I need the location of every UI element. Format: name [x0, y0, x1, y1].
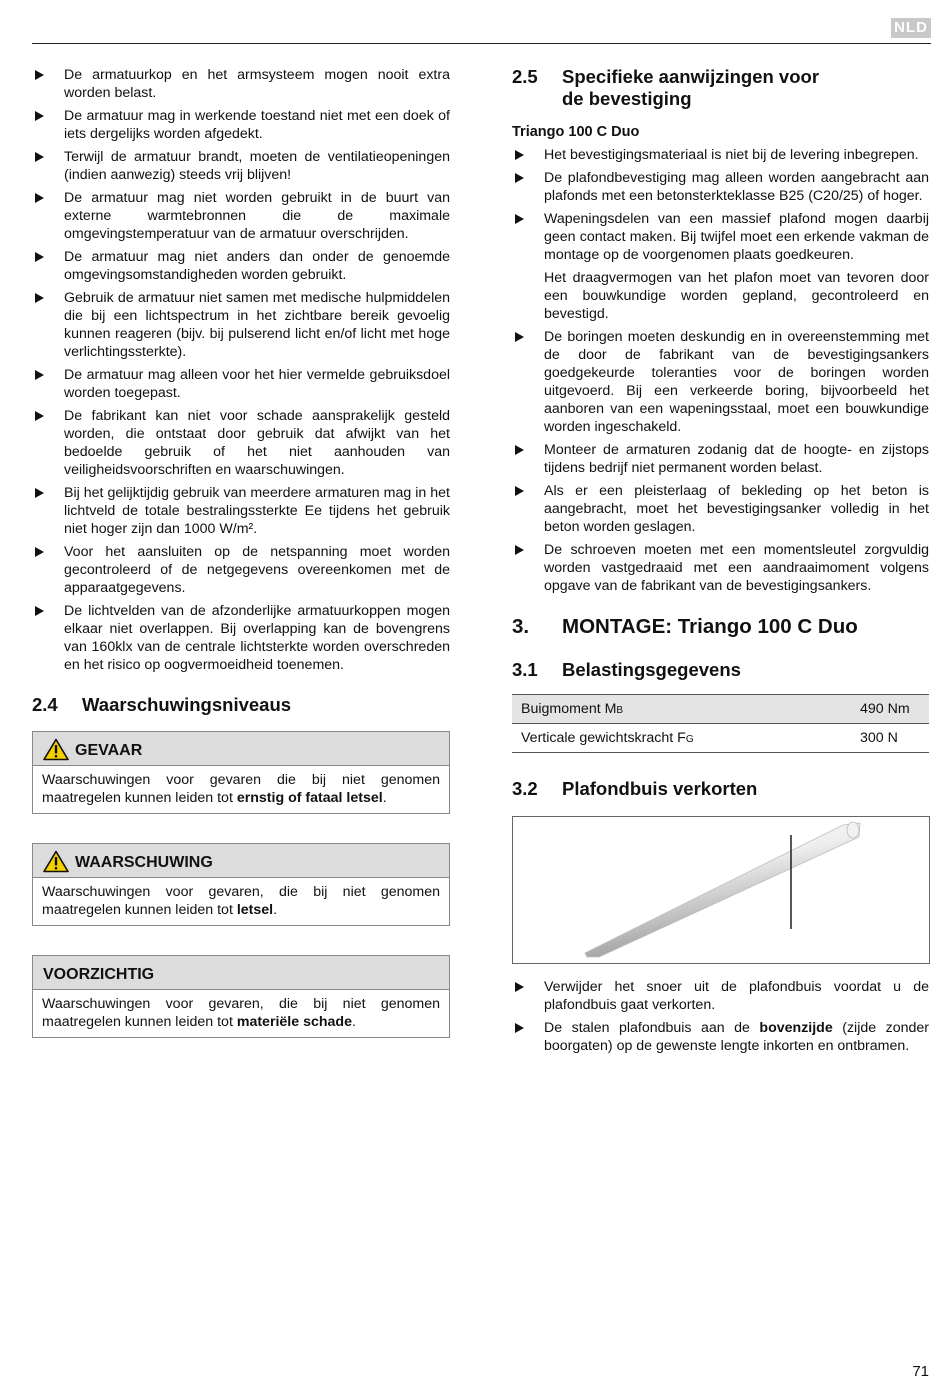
list-item: Monteer de armaturen zodanig dat de hoogte- en zijstops tijdens bedrijf niet permanent worden belast.: [512, 441, 929, 477]
list-item: Wapeningsdelen van een massief plafond mogen daarbij geen contact maken. Bij twijfel moet een erkende vakman de montage op de voorgenomen plaats goedkeuren. Het draagvermogen van het plafon moet van tevoren door een bouwkundige worden gepland, gecontroleerd en bevestigd.: [512, 210, 929, 323]
shorten-bullet-list: [512, 978, 929, 1055]
section-heading-2-4: 2.4 Waarschuwingsniveaus: [32, 694, 292, 715]
list-item: De armatuurkop en het armsysteem mogen nooit extra worden belast.: [32, 66, 450, 102]
table-cell-label: Verticale gewichtskracht FG: [512, 724, 851, 753]
caution-box-text: Waarschuwingen voor gevaren, die bij niet genomen maatregelen kunnen leiden tot materiële schade.: [42, 996, 440, 1030]
bullet-arrow-icon: [515, 1023, 524, 1033]
list-item: De boringen moeten deskundig en in overeenstemming met de door de fabrikant van de bevestigingsankers goedgekeurde toleranties voor de boringen worden uitgevoerd. Bij een verkeerde boring, bijvoorbeeld het aanboren van een wapeningsstaal, moet een bouwkundige worden ingeschakeld.: [512, 328, 929, 436]
warning-triangle-icon: [43, 738, 69, 761]
table-cell-value: 300 N: [851, 724, 929, 753]
bullet-arrow-icon: [35, 411, 44, 421]
warning-box: [32, 843, 450, 926]
danger-box-text: Waarschuwingen voor gevaren die bij niet genomen maatregelen kunnen leiden tot ernstig of fataal letsel.: [42, 772, 440, 806]
list-item-continuation: Het draagvermogen van het plafon moet van tevoren door een bouwkundige worden gepland, gecontroleerd en bevestigd.: [544, 270, 929, 322]
bullet-arrow-icon: [515, 545, 524, 555]
left-column: [32, 66, 450, 1038]
page-number: 71: [912, 1363, 929, 1380]
language-badge: NLD: [891, 18, 931, 38]
list-item: Het bevestigingsmateriaal is niet bij de levering inbegrepen.: [512, 146, 929, 164]
section-heading-3-2: 3.2 Plafondbuis verkorten: [512, 778, 758, 799]
list-item: De schroeven moeten met een momentsleutel zorgvuldig worden vastgedraaid met een aandraaimoment volgens opgave van de fabrikant van de bevestigingsankers.: [512, 541, 929, 595]
danger-box: [32, 731, 450, 814]
safety-bullet-list: [32, 66, 450, 674]
list-item: Als er een pleisterlaag of bekleding op het beton is aangebracht, moet het bevestigingsanker volledig in het beton worden geslagen.: [512, 482, 929, 536]
header-rule: [32, 43, 931, 44]
list-item: Terwijl de armatuur brandt, moeten de ventilatieopeningen (indien aanwezig) steeds vrij blijven!: [32, 148, 450, 184]
list-item: De armatuur mag alleen voor het hier vermelde gebruiksdoel worden toegepast.: [32, 366, 450, 402]
list-item: De armatuur mag niet anders dan onder de genoemde omgevingsomstandigheden worden gebruikt.: [32, 248, 450, 284]
bullet-arrow-icon: [515, 486, 524, 496]
list-item: De lichtvelden van de afzonderlijke armatuurkoppen mogen elkaar niet overlappen. Bij overlapping kan de bovengrens van 160klx van de centrale lichtsterkte worden overschreden en het risico op oogvermoeidheid toenemen.: [32, 602, 450, 674]
ceiling-tube-illustration: [513, 817, 929, 963]
caution-box-header: VOORZICHTIG: [33, 956, 449, 990]
danger-box-header: GEVAAR: [33, 732, 449, 766]
table-cell-label: Buigmoment MB: [512, 695, 851, 724]
bullet-arrow-icon: [515, 150, 524, 160]
bullet-arrow-icon: [35, 293, 44, 303]
list-item: De plafondbevestiging mag alleen worden aangebracht aan plafonds met een betonsterkteklasse B25 (C20/25) of hoger.: [512, 169, 929, 205]
bullet-arrow-icon: [515, 445, 524, 455]
bullet-arrow-icon: [515, 982, 524, 992]
bullet-arrow-icon: [35, 606, 44, 616]
bullet-arrow-icon: [35, 111, 44, 121]
list-item: De armatuur mag in werkende toestand niet met een doek of iets dergelijks worden afgedekt.: [32, 107, 450, 143]
list-item: De armatuur mag niet worden gebruikt in de buurt van externe warmtebronnen die de maximale omgevingstemperatuur van de armatuur overschrijden.: [32, 189, 450, 243]
bullet-arrow-icon: [35, 152, 44, 162]
right-column: [512, 66, 929, 1060]
table-row: [512, 695, 929, 724]
section-heading-2-5: 2.5 Specifieke aanwijzingen voor de bevestiging: [512, 66, 820, 109]
section-heading-3: 3. MONTAGE: Triango 100 C Duo: [512, 615, 858, 638]
warning-triangle-icon: [43, 850, 69, 873]
bullet-arrow-icon: [35, 193, 44, 203]
mounting-bullet-list: [512, 146, 929, 595]
caution-box: [32, 955, 450, 1038]
list-item: De fabrikant kan niet voor schade aansprakelijk gesteld worden, die ontstaat door gebruik dat afwijkt van het bedoelde gebruik of het niet aanhouden van veiligheidsvoorschriften en waarschuwingen.: [32, 407, 450, 479]
bullet-arrow-icon: [35, 252, 44, 262]
bullet-arrow-icon: [515, 332, 524, 342]
bullet-arrow-icon: [515, 214, 524, 224]
bullet-arrow-icon: [35, 547, 44, 557]
bullet-arrow-icon: [35, 370, 44, 380]
bullet-arrow-icon: [515, 173, 524, 183]
list-item: Gebruik de armatuur niet samen met medische hulpmiddelen die bij een lichtspectrum in het zichtbare bereik gevoelig kunnen reageren (bijv. bij pulserend licht en/of licht met hoge verlichtingssterkte).: [32, 289, 450, 361]
section-heading-3-1: 3.1 Belastingsgegevens: [512, 659, 741, 680]
ceiling-tube-figure: [512, 816, 930, 964]
table-cell-value: 490 Nm: [851, 695, 929, 724]
list-item: De stalen plafondbuis aan de bovenzijde (zijde zonder boorgaten) op de gewenste lengte inkorten en ontbramen.: [512, 1019, 929, 1055]
bullet-arrow-icon: [35, 488, 44, 498]
bullet-arrow-icon: [35, 70, 44, 80]
list-item: Bij het gelijktijdig gebruik van meerdere armaturen mag in het lichtveld de totale bestralingssterkte Ee tijdens het gebruik niet hoger zijn dan 1000 W/m².: [32, 484, 450, 538]
load-data-table: [512, 694, 929, 753]
product-subheading: Triango 100 C Duo: [512, 124, 640, 140]
list-item: Voor het aansluiten op de netspanning moet worden gecontroleerd of de netgegevens overeenkomen met de apparaatgegevens.: [32, 543, 450, 597]
list-item: Verwijder het snoer uit de plafondbuis voordat u de plafondbuis gaat verkorten.: [512, 978, 929, 1014]
warning-box-text: Waarschuwingen voor gevaren, die bij niet genomen maatregelen kunnen leiden tot letsel.: [42, 884, 440, 918]
warning-box-header: WAARSCHUWING: [33, 844, 449, 878]
table-row: [512, 724, 929, 753]
